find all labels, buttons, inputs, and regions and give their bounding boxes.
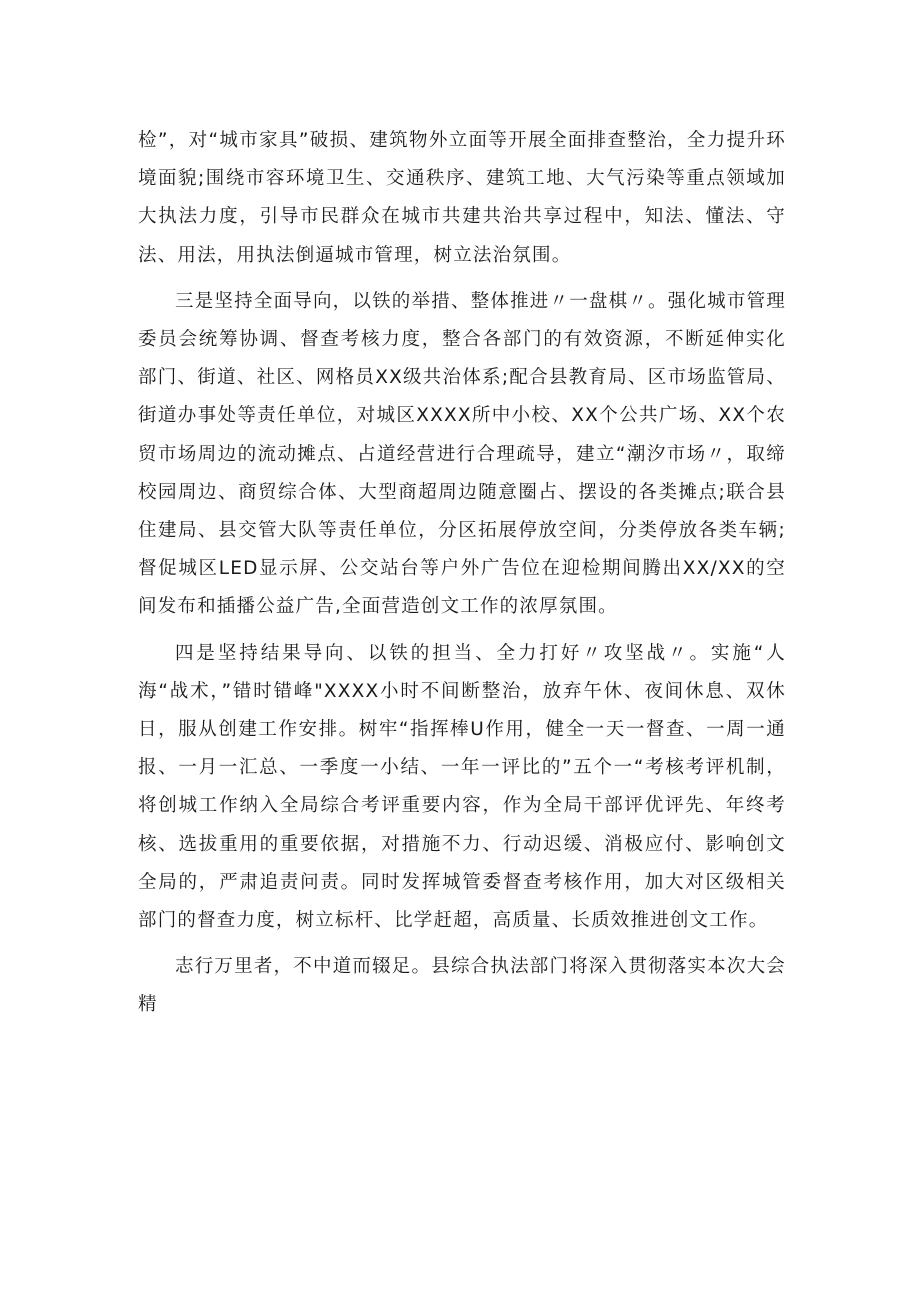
paragraph-3: 四是坚持结果导向、以铁的担当、全力打好〃攻坚战〃。实施“人海“战术，”错时错峰"XXXX小时不间断整治，放弃午休、夜间休息、双休日，服从创建工作安排。树牢“指挥棒U作用，健全一天一督查、一周一通报、一月一汇总、一季度一小结、一年一评比的”五个一“考核考评机制，将创城工作纳入全局综合考评重要内容，作为全局干部评优评先、年终考核、选拔重用的重要依据，对措施不力、行动迟缓、消极应付、影响创文全局的，严肃追责问责。同时发挥城管委督查考核作用，加大对区级相关部门的督查力度，树立标杆、比学赶超，高质量、长质效推进创文工作。 <box>138 642 786 932</box>
paragraph-4: 志行万里者，不中道而辍足。县综合执法部门将深入贯彻落实本次大会精 <box>138 956 786 1016</box>
document-body <box>138 122 786 1033</box>
paragraph-1: 检”，对“城市家具”破损、建筑物外立面等开展全面排查整治，全力提升环境面貌;围绕市容环境卫生、交通秩序、建筑工地、大气污染等重点领域加大执法力度，引导市民群众在城市共建共治共享过程中，知法、懂法、守法、用法，用执法倒逼城市管理，树立法治氛围。 <box>138 130 786 266</box>
paragraph-2: 三是坚持全面导向，以铁的举措、整体推进〃一盘棋〃。强化城市管理委员会统筹协调、督查考核力度，整合各部门的有效资源，不断延伸实化部门、街道、社区、网格员XX级共治体系;配合县教育局、区市场监管局、街道办事处等责任单位，对城区XXXX所中小校、XX个公共广场、XX个农贸市场周边的流动摊点、占道经营进行合理疏导，建立“潮汐市场〃，取缔校园周边、商贸综合体、大型商超周边随意圈占、摆设的各类摊点;联合县住建局、县交管大队等责任单位，分区拓展停放空间，分类停放各类车辆;督促城区LED显示屏、公交站台等户外广告位在迎检期间腾出XX/XX的空间发布和插播公益广告,全面营造创文工作的浓厚氛围。 <box>138 290 786 618</box>
